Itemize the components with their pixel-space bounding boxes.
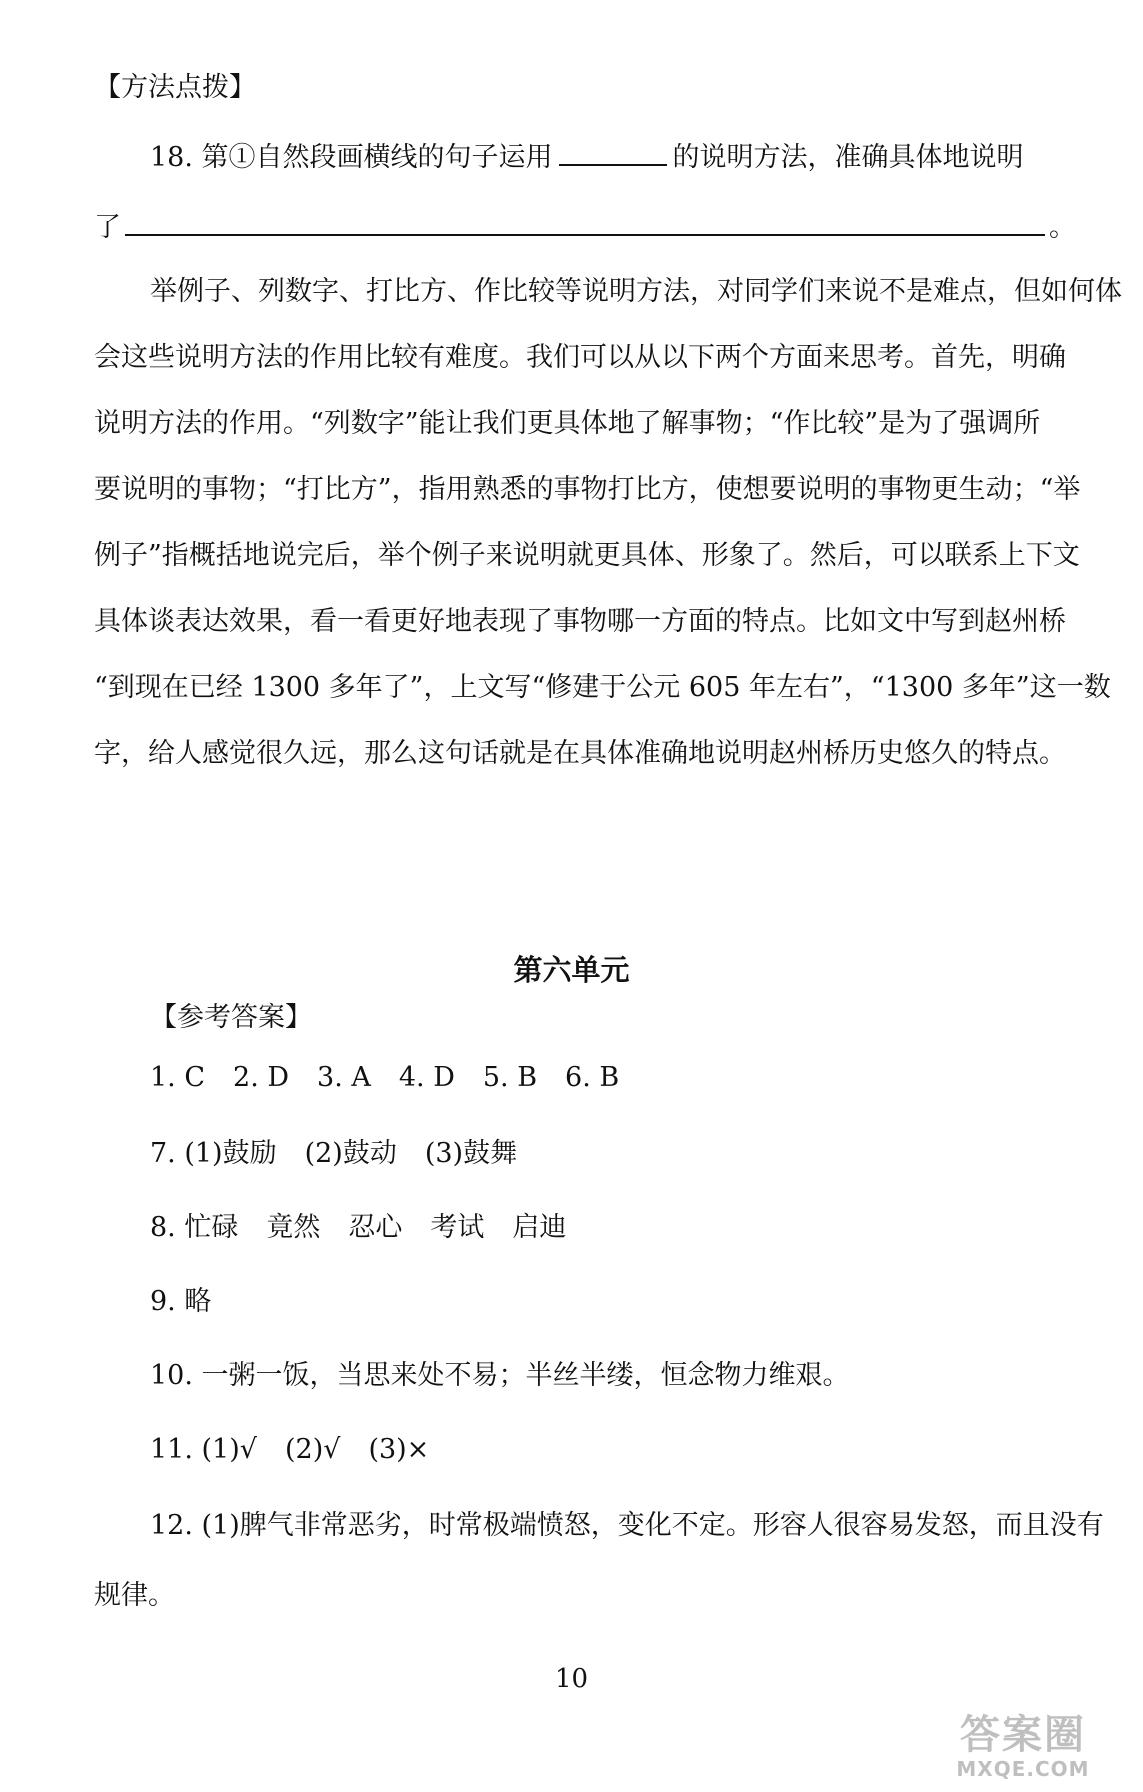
answer-item: 竟然 bbox=[266, 1212, 321, 1243]
answer-12-line2: 规律。 bbox=[94, 1580, 175, 1611]
answer-item: 1. C bbox=[150, 1062, 206, 1093]
answers-1-6 bbox=[150, 1060, 1054, 1096]
answer-10: 10. 一粥一饭，当思来处不易；半丝半缕，恒念物力维艰。 bbox=[150, 1360, 850, 1391]
paragraph-line: 要说明的事物；“打比方”，指用熟悉的事物打比方，使想要说明的事物更生动；“举 bbox=[94, 474, 1081, 505]
answer-9: 9. 略 bbox=[150, 1286, 212, 1317]
q18-blank-long bbox=[125, 212, 1045, 236]
q18-text-part1: 18. 第①自然段画横线的句子运用 bbox=[150, 142, 553, 173]
paragraph-line: 具体谈表达效果，看一看更好地表现了事物哪一方面的特点。比如文中写到赵州桥 bbox=[94, 606, 1066, 637]
answer-item: 考试 bbox=[430, 1212, 485, 1243]
q18-line2-start: 了 bbox=[94, 212, 121, 243]
paragraph-line: 说明方法的作用。“列数字”能让我们更具体地了解事物；“作比较”是为了强调所 bbox=[94, 408, 1041, 439]
answer-item: 8. 忙碌 bbox=[150, 1212, 239, 1243]
question-18-line1 bbox=[150, 140, 1054, 176]
paragraph-line: 举例子、列数字、打比方、作比较等说明方法，对同学们来说不是难点，但如何体 bbox=[150, 276, 1122, 307]
answer-12-line1: 12. (1)脾气非常恶劣，时常极端愤怒，变化不定。形容人很容易发怒，而且没有 bbox=[150, 1510, 1104, 1541]
reference-answer-label: 【参考答案】 bbox=[150, 1002, 312, 1033]
answer-item: 7. (1)鼓励 bbox=[150, 1138, 277, 1169]
answer-7 bbox=[150, 1136, 1054, 1172]
watermark-logo-text: 答案圈 bbox=[960, 1712, 1086, 1758]
answer-item: 忍心 bbox=[348, 1212, 403, 1243]
paragraph-line: 字，给人感觉很久远，那么这句话就是在具体准确地说明赵州桥历史悠久的特点。 bbox=[94, 738, 1066, 769]
watermark-url: MXQE.COM bbox=[956, 1757, 1090, 1781]
question-18-line2 bbox=[94, 210, 1076, 246]
paragraph-line: 例子”指概括地说完后，举个例子来说明就更具体、形象了。然后，可以联系上下文 bbox=[94, 540, 1080, 571]
q18-line2-end: 。 bbox=[1049, 212, 1076, 243]
page-number: 10 bbox=[554, 1664, 589, 1694]
answer-item: 5. B bbox=[482, 1062, 538, 1093]
answer-item: (3)鼓舞 bbox=[424, 1138, 518, 1169]
answer-item: 2. D bbox=[233, 1062, 290, 1093]
answer-item: 3. A bbox=[317, 1062, 371, 1093]
answer-item: 4. D bbox=[398, 1062, 455, 1093]
answer-item: (2)√ bbox=[284, 1434, 341, 1465]
q18-blank-short bbox=[559, 142, 667, 166]
answer-11 bbox=[150, 1432, 1054, 1468]
watermark-logo bbox=[923, 1712, 1123, 1782]
section-title: 第六单元 bbox=[513, 953, 630, 987]
paragraph-line: “到现在已经 1300 多年了”，上文写“修建于公元 605 年左右”，“1300 多年”这一数 bbox=[94, 672, 1111, 703]
paragraph-line: 会这些说明方法的作用比较有难度。我们可以从以下两个方面来思考。首先，明确 bbox=[94, 342, 1066, 373]
answer-8 bbox=[150, 1210, 1054, 1246]
answer-item: (2)鼓动 bbox=[304, 1138, 397, 1169]
answer-item: 11. (1)√ bbox=[150, 1434, 257, 1465]
answer-item: (3)× bbox=[368, 1434, 430, 1465]
method-tip-label: 【方法点拨】 bbox=[94, 72, 256, 103]
answer-item: 6. B bbox=[565, 1062, 620, 1093]
q18-text-part2: 的说明方法，准确具体地说明 bbox=[672, 142, 1024, 173]
answer-item: 启迪 bbox=[512, 1212, 567, 1243]
